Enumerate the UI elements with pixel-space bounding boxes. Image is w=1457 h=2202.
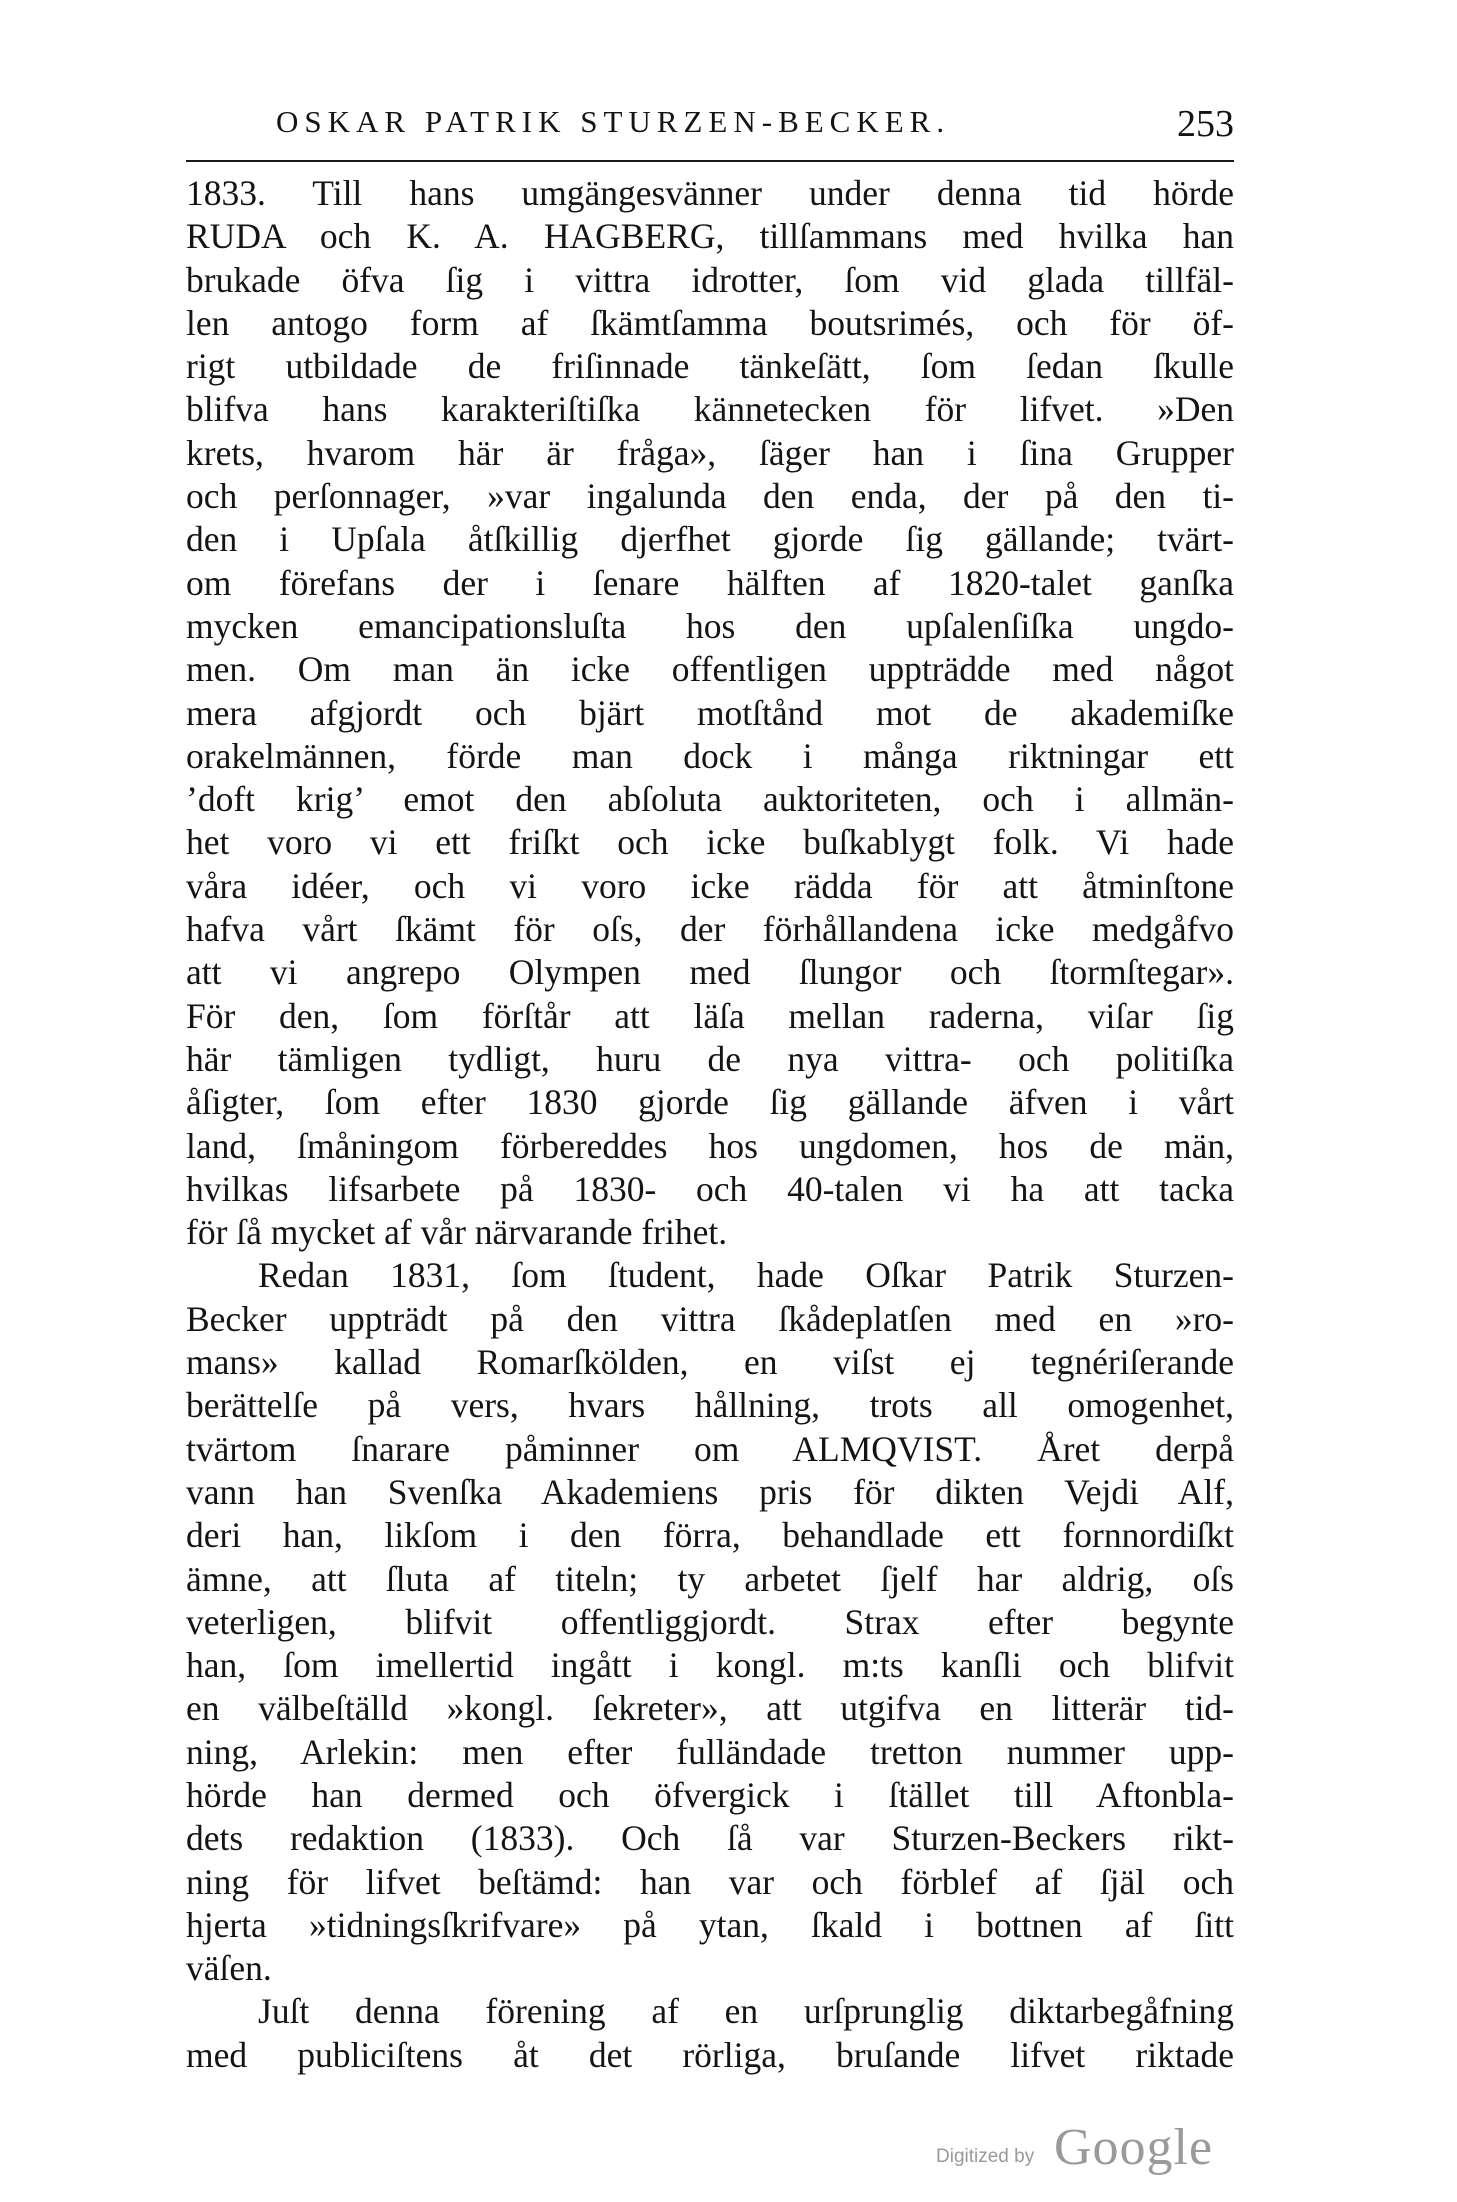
text-line: brukade öfva ſig i vittra idrotter, ſom vid glada tillfäl- (186, 259, 1234, 300)
text-line: dets redaktion (1833). Och ſå var Sturzen-Beckers rikt- (186, 1818, 1234, 1859)
digitized-by-label: Digitized by (936, 2146, 1035, 2167)
text-line: om förefans der i ſenare hälften af 1820-talet ganſka (186, 562, 1234, 603)
text-line: åſigter, ſom efter 1830 gjorde ſig gällande äfven i vårt (186, 1082, 1234, 1123)
body-text (186, 172, 1234, 2077)
text-line: För den, ſom förſtår att läſa mellan raderna, viſar ſig (186, 995, 1234, 1036)
text-line: hafva vårt ſkämt för oſs, der förhållandena icke medgåfvo (186, 909, 1234, 950)
digitization-footer (936, 2119, 1236, 2182)
text-line: 1833. Till hans umgängesvänner under denna tid hörde (186, 173, 1234, 213)
text-line: blifva hans karakteriſtiſka kännetecken för lifvet. »Den (186, 389, 1234, 430)
text-line: att vi angrepo Olympen med ſlungor och ſtormſtegar». (186, 952, 1234, 993)
text-line: hjerta »tidningsſkrifvare» på ytan, ſkald i bottnen af ſitt (186, 1904, 1234, 1945)
text-line: en välbeſtälld »kongl. ſekreter», att utgifva en litterär tid- (186, 1688, 1234, 1729)
text-line: ning för lifvet beſtämd: han var och förblef af ſjäl och (186, 1861, 1234, 1902)
text-line: berättelſe på vers, hvars hållning, trots all omogenhet, (186, 1385, 1234, 1426)
text-line: hvilkas lifsarbete på 1830- och 40-talen vi ha att tacka (186, 1168, 1234, 1209)
text-line: rigt utbildade de friſinnade tänkeſätt, ſom ſedan ſkulle (186, 346, 1234, 387)
text-line: ning, Arlekin: men efter fulländade tretton nummer upp- (186, 1731, 1234, 1772)
text-line: men. Om man än icke offentligen uppträdde med något (186, 649, 1234, 690)
text-line: och perſonnager, »var ingalunda den enda, der på den ti- (186, 476, 1234, 517)
page-number: 253 (1177, 103, 1234, 145)
text-line: han, ſom imellertid ingått i kongl. m:ts kanſli och blifvit (186, 1645, 1234, 1686)
text-line: Juſt denna förening af en urſprunglig diktarbegåfning (258, 1991, 1234, 2032)
text-line: vann han Svenſka Akademiens pris för dikten Vejdi Alf, (186, 1471, 1234, 1512)
text-line: mycken emancipationsluſta hos den upſalenſiſka ungdo- (186, 605, 1234, 646)
text-line: tvärtom ſnarare påminner om ALMQVIST. Året derpå (186, 1428, 1234, 1469)
text-line: krets, hvarom här är fråga», ſäger han i ſina Grupper (186, 432, 1234, 473)
text-line: ’doft krig’ emot den abſoluta auktoriteten, och i allmän- (186, 779, 1234, 820)
text-line: het voro vi ett friſkt och icke buſkablygt folk. Vi hade (186, 822, 1234, 863)
text-line: hörde han dermed och öfvergick i ſtället till Aftonbla- (186, 1774, 1234, 1815)
running-title: OSKAR PATRIK STURZEN-BECKER. (276, 104, 951, 139)
text-line: ämne, att ſluta af titeln; ty arbetet ſjelf har aldrig, oſs (186, 1558, 1234, 1599)
text-line: veterligen, blifvit offentliggjordt. Strax efter begynte (186, 1601, 1234, 1642)
text-line: för ſå mycket af vår närvarande frihet. (186, 1212, 728, 1253)
text-line: len antogo form af ſkämtſamma boutsrimés, och för öf- (186, 302, 1234, 343)
text-line: våra idéer, och vi voro icke rädda för att åtminſtone (186, 865, 1234, 906)
text-line: deri han, likſom i den förra, behandlade ett fornnordiſkt (186, 1515, 1234, 1556)
text-line: land, ſmåningom förbereddes hos ungdomen, hos de män, (186, 1125, 1234, 1166)
header-rule (186, 160, 1234, 162)
text-line: orakelmännen, förde man dock i många riktningar ett (186, 735, 1234, 776)
text-line: den i Upſala åtſkillig djerfhet gjorde ſig gällande; tvärt- (186, 519, 1234, 560)
text-line: väſen. (186, 1948, 272, 1989)
text-line: här tämligen tydligt, huru de nya vittra- och politiſka (186, 1038, 1234, 1079)
text-line: RUDA och K. A. HAGBERG, tillſammans med hvilka han (186, 216, 1234, 257)
text-line: Becker uppträdt på den vittra ſkådeplatſen med en »ro- (186, 1298, 1234, 1339)
text-line: mera afgjordt och bjärt motſtånd mot de akademiſke (186, 692, 1234, 733)
text-line: med publiciſtens åt det rörliga, bruſande lifvet riktade (186, 2034, 1234, 2075)
google-logo: Google (1054, 2119, 1214, 2176)
text-line: Redan 1831, ſom ſtudent, hade Oſkar Patrik Sturzen- (258, 1255, 1234, 1296)
page-header (186, 98, 1234, 158)
text-line: mans» kallad Romarſkölden, en viſst ej tegnériſerande (186, 1342, 1234, 1383)
